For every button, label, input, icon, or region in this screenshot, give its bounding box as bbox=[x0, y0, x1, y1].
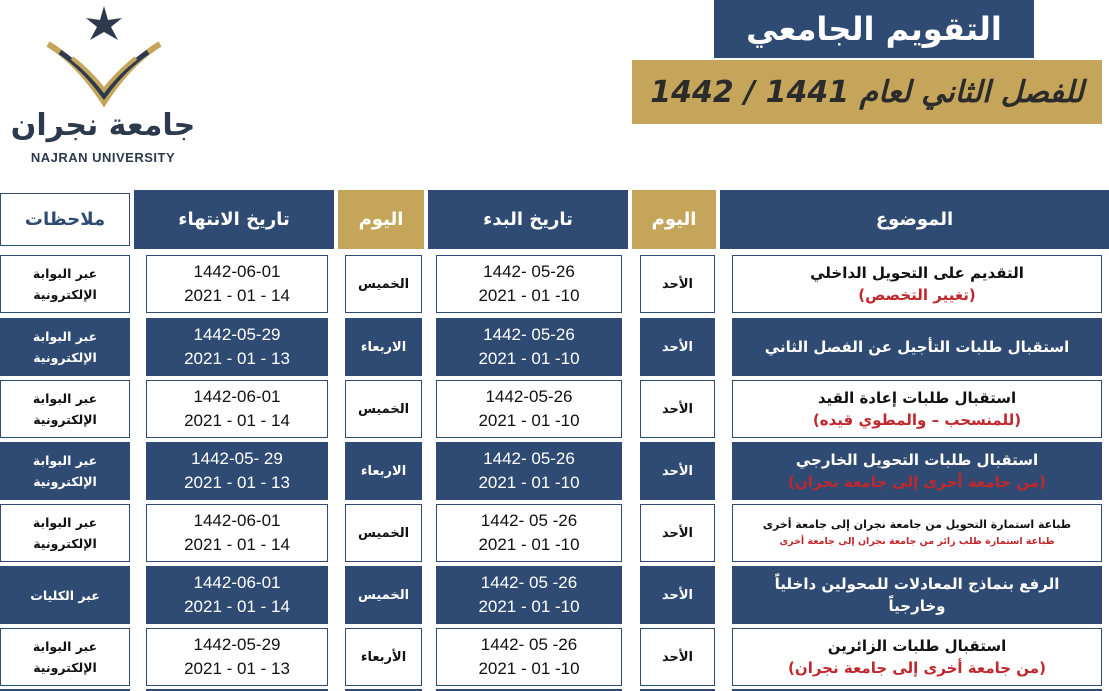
row-end-day bbox=[345, 380, 422, 438]
topic-title: استقبال طلبات التأجيل عن الفصل الثاني bbox=[764, 338, 1070, 356]
gregorian-date: 2021 - 01 - 13 bbox=[184, 349, 290, 368]
row-end-day bbox=[345, 442, 422, 500]
topic-title: طباعة استمارة التحويل من جامعة نجران إلى جامعة أخرى bbox=[762, 518, 1072, 531]
gregorian-date: 2021 - 01 - 13 bbox=[184, 473, 290, 492]
day-label: الخميس bbox=[357, 525, 410, 541]
topic-title: استقبال طلبات التحويل الخارجي bbox=[795, 451, 1039, 469]
note-text: الإلكترونية bbox=[33, 287, 97, 302]
hijri-date: 1442- 05-26 bbox=[483, 325, 575, 344]
hijri-date: 1442- 05 -26 bbox=[480, 511, 578, 530]
day-label: الأحد bbox=[662, 339, 694, 355]
gregorian-date: 2021 - 01 - 14 bbox=[184, 286, 290, 305]
row-topic bbox=[732, 504, 1102, 562]
row-notes bbox=[0, 504, 130, 562]
university-logo bbox=[8, 4, 198, 164]
row-end-date bbox=[146, 380, 328, 438]
day-label: الخميس bbox=[357, 587, 410, 603]
topic-text bbox=[788, 449, 1046, 493]
header-end-day: اليوم bbox=[338, 190, 424, 249]
topic-subtitle: (تغيير التخصص) bbox=[858, 286, 976, 304]
hijri-date: 1442- 05 -26 bbox=[480, 635, 578, 654]
day-label: الأحد bbox=[662, 401, 694, 417]
note-text: الإلكترونية bbox=[33, 474, 97, 489]
row-start-day bbox=[640, 504, 715, 562]
row-start-day bbox=[640, 442, 715, 500]
row-topic bbox=[732, 628, 1102, 686]
row-start-day bbox=[640, 628, 715, 686]
row-start-date bbox=[436, 442, 622, 500]
row-notes bbox=[0, 628, 130, 686]
gregorian-date: 2021 - 01 -10 bbox=[478, 473, 580, 492]
topic-subtitle: وخارجياً bbox=[888, 597, 946, 615]
topic-text bbox=[775, 573, 1060, 617]
row-end-date bbox=[146, 318, 328, 376]
row-notes bbox=[0, 255, 130, 313]
hijri-date: 1442-06-01 bbox=[193, 573, 281, 592]
row-topic bbox=[732, 318, 1102, 376]
day-label: الخميس bbox=[357, 276, 410, 292]
gregorian-date: 2021 - 01 -10 bbox=[478, 535, 580, 554]
note-text: عبر البوابة bbox=[32, 515, 98, 530]
day-label: الاربعاء bbox=[360, 463, 407, 479]
row-start-date bbox=[436, 504, 622, 562]
row-notes bbox=[0, 380, 130, 438]
topic-title: استقبال طلبات الزائرين bbox=[827, 637, 1007, 655]
note-text: الإلكترونية bbox=[33, 660, 97, 675]
day-label: الخميس bbox=[357, 401, 410, 417]
topic-text bbox=[813, 387, 1021, 431]
hijri-date: 1442-05- 29 bbox=[191, 449, 283, 468]
topic-text bbox=[763, 516, 1071, 550]
hijri-date: 1442- 05-26 bbox=[483, 262, 575, 281]
row-start-day bbox=[640, 318, 715, 376]
row-notes bbox=[0, 318, 130, 376]
day-label: الأحد bbox=[662, 463, 694, 479]
note-text: عبر البوابة bbox=[32, 639, 98, 654]
day-label: الأربعاء bbox=[360, 649, 407, 665]
row-end-date bbox=[146, 504, 328, 562]
gregorian-date: 2021 - 01 -10 bbox=[478, 286, 580, 305]
note-text: الإلكترونية bbox=[33, 412, 97, 427]
gregorian-date: 2021 - 01 -10 bbox=[478, 659, 580, 678]
row-end-day bbox=[345, 566, 422, 624]
row-start-day bbox=[640, 566, 715, 624]
day-label: الأحد bbox=[662, 649, 694, 665]
row-end-date bbox=[146, 628, 328, 686]
logo-emblem-icon bbox=[8, 4, 198, 109]
row-end-date bbox=[146, 255, 328, 313]
hijri-date: 1442-05-29 bbox=[193, 635, 281, 654]
logo-arabic-text: جامعة نجران bbox=[10, 108, 196, 143]
page-title: التقويم الجامعي bbox=[714, 0, 1034, 58]
header-start-day: اليوم bbox=[632, 190, 716, 249]
row-start-date bbox=[436, 566, 622, 624]
row-end-day bbox=[345, 628, 422, 686]
topic-subtitle: طباعة استمارة طلب زائر من جامعة نجران إلى جامعة أخرى bbox=[779, 536, 1055, 547]
note-text: عبر البوابة bbox=[32, 329, 98, 344]
header-start-date: تاريخ البدء bbox=[428, 190, 628, 249]
day-label: الاربعاء bbox=[360, 339, 407, 355]
row-topic bbox=[732, 566, 1102, 624]
hijri-date: 1442-06-01 bbox=[193, 511, 281, 530]
hijri-date: 1442- 05 -26 bbox=[480, 573, 578, 592]
header-topic: الموضوع bbox=[720, 190, 1109, 249]
hijri-date: 1442-06-01 bbox=[193, 262, 281, 281]
row-topic bbox=[732, 255, 1102, 313]
gregorian-date: 2021 - 01 - 14 bbox=[184, 535, 290, 554]
hijri-date: 1442-05-29 bbox=[193, 325, 281, 344]
topic-title: استقبال طلبات إعادة القيد bbox=[817, 389, 1017, 407]
topic-title: التقديم على التحويل الداخلي bbox=[810, 264, 1024, 282]
row-start-date bbox=[436, 255, 622, 313]
topic-text bbox=[765, 336, 1069, 358]
logo-english-text: NAJRAN UNIVERSITY bbox=[30, 150, 176, 165]
row-topic bbox=[732, 442, 1102, 500]
hijri-date: 1442- 05-26 bbox=[483, 449, 575, 468]
topic-subtitle: (من جامعة أخرى إلى جامعة نجران) bbox=[788, 659, 1046, 677]
hijri-date: 1442-05-26 bbox=[485, 387, 573, 406]
row-start-day bbox=[640, 255, 715, 313]
gregorian-date: 2021 - 01 -10 bbox=[478, 411, 580, 430]
note-text: عبر البوابة bbox=[32, 266, 98, 281]
row-end-date bbox=[146, 566, 328, 624]
topic-title: الرفع بنماذج المعادلات للمحولين داخلياً bbox=[774, 575, 1060, 593]
day-label: الأحد bbox=[662, 525, 694, 541]
row-start-day bbox=[640, 380, 715, 438]
row-end-day bbox=[345, 504, 422, 562]
gregorian-date: 2021 - 01 - 14 bbox=[184, 597, 290, 616]
note-text: الإلكترونية bbox=[33, 536, 97, 551]
hijri-date: 1442-06-01 bbox=[193, 387, 281, 406]
gregorian-date: 2021 - 01 - 13 bbox=[184, 659, 290, 678]
topic-text bbox=[810, 262, 1024, 306]
day-label: الأحد bbox=[662, 587, 694, 603]
row-end-day bbox=[345, 255, 422, 313]
row-end-day bbox=[345, 318, 422, 376]
row-notes bbox=[0, 442, 130, 500]
row-notes bbox=[0, 566, 130, 624]
gregorian-date: 2021 - 01 - 14 bbox=[184, 411, 290, 430]
note-text: عبر الكليات bbox=[30, 587, 100, 603]
header-notes: ملاحظات bbox=[0, 193, 130, 246]
header-end-date: تاريخ الانتهاء bbox=[134, 190, 334, 249]
page-subtitle: للفصل الثاني لعام 1441 / 1442 bbox=[632, 60, 1102, 124]
topic-subtitle: (للمنسحب – والمطوي قيده) bbox=[812, 411, 1022, 429]
day-label: الأحد bbox=[662, 276, 694, 292]
topic-text bbox=[788, 635, 1046, 679]
row-start-date bbox=[436, 628, 622, 686]
row-start-date bbox=[436, 380, 622, 438]
gregorian-date: 2021 - 01 -10 bbox=[478, 597, 580, 616]
topic-subtitle: (من جامعة أخرى إلى جامعة نجران) bbox=[788, 473, 1046, 491]
row-end-date bbox=[146, 442, 328, 500]
note-text: عبر البوابة bbox=[32, 453, 98, 468]
note-text: الإلكترونية bbox=[33, 350, 97, 365]
row-topic bbox=[732, 380, 1102, 438]
note-text: عبر البوابة bbox=[32, 391, 98, 406]
row-start-date bbox=[436, 318, 622, 376]
gregorian-date: 2021 - 01 -10 bbox=[478, 349, 580, 368]
